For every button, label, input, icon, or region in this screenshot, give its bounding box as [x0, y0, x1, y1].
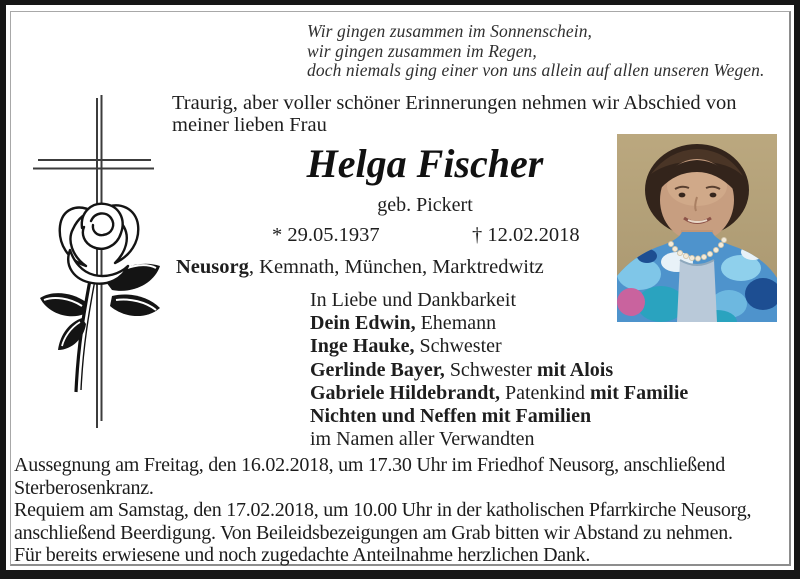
death-date: † 12.02.2018	[472, 224, 580, 246]
poem-line: wir gingen zusammen im Regen,	[307, 40, 537, 61]
poem-line: Wir gingen zusammen im Sonnenschein,	[307, 21, 593, 41]
service-line: Requiem am Samstag, den 17.02.2018, um 10.00 Uhr in der katholischen Pfarrkirche Neusorg,	[14, 499, 752, 521]
cross-and-rose-illustration	[20, 90, 180, 440]
memorial-poem	[307, 22, 765, 81]
family-line: Gabriele Hildebrandt, Patenkind mit Familie	[310, 381, 689, 404]
service-information	[14, 454, 751, 567]
photo-face	[660, 159, 734, 241]
family-line: In Liebe und Dankbarkeit	[310, 289, 517, 311]
poem-line: doch niemals ging einer von uns allein auf allen unseren Wegen.	[307, 60, 765, 80]
family-line: Inge Hauke, Schwester	[310, 335, 502, 358]
family-line: im Namen aller Verwandten	[310, 428, 535, 451]
deceased-name: Helga Fischer	[306, 141, 544, 186]
places-line	[176, 256, 544, 279]
service-line: Für bereits erwiesene und noch zugedachte Anteilnahme herzlichen Dank.	[14, 544, 591, 566]
name-block	[166, 142, 684, 217]
notice-page	[6, 5, 794, 570]
other-places: , Kemnath, München, Marktredwitz	[248, 256, 544, 278]
maiden-name: geb. Pickert	[377, 194, 473, 216]
birth-date: * 29.05.1937	[272, 224, 380, 246]
intro-line: meiner lieben Frau	[172, 114, 327, 136]
home-town: Neusorg	[176, 256, 249, 278]
family-line: Gerlinde Bayer, Schwester mit Alois	[310, 358, 614, 381]
family-line: Nichten und Neffen mit Familien	[310, 405, 592, 428]
service-line: anschließend Beerdigung. Von Beileidsbezeigungen am Grab bitten wir Abstand zu nehmen.	[14, 521, 733, 544]
intro-line: Traurig, aber voller schöner Erinnerungen nehmen wir Abschied von	[172, 92, 737, 114]
cross-icon	[33, 95, 154, 428]
portrait-photo	[617, 134, 777, 322]
family-line: Dein Edwin, Ehemann	[310, 312, 497, 335]
service-line: Sterberosenkranz.	[14, 476, 154, 499]
service-line: Aussegnung am Freitag, den 16.02.2018, um 17.30 Uhr im Friedhof Neusorg, anschließend	[14, 454, 726, 476]
intro-text	[172, 92, 737, 136]
rose-icon	[40, 204, 160, 392]
